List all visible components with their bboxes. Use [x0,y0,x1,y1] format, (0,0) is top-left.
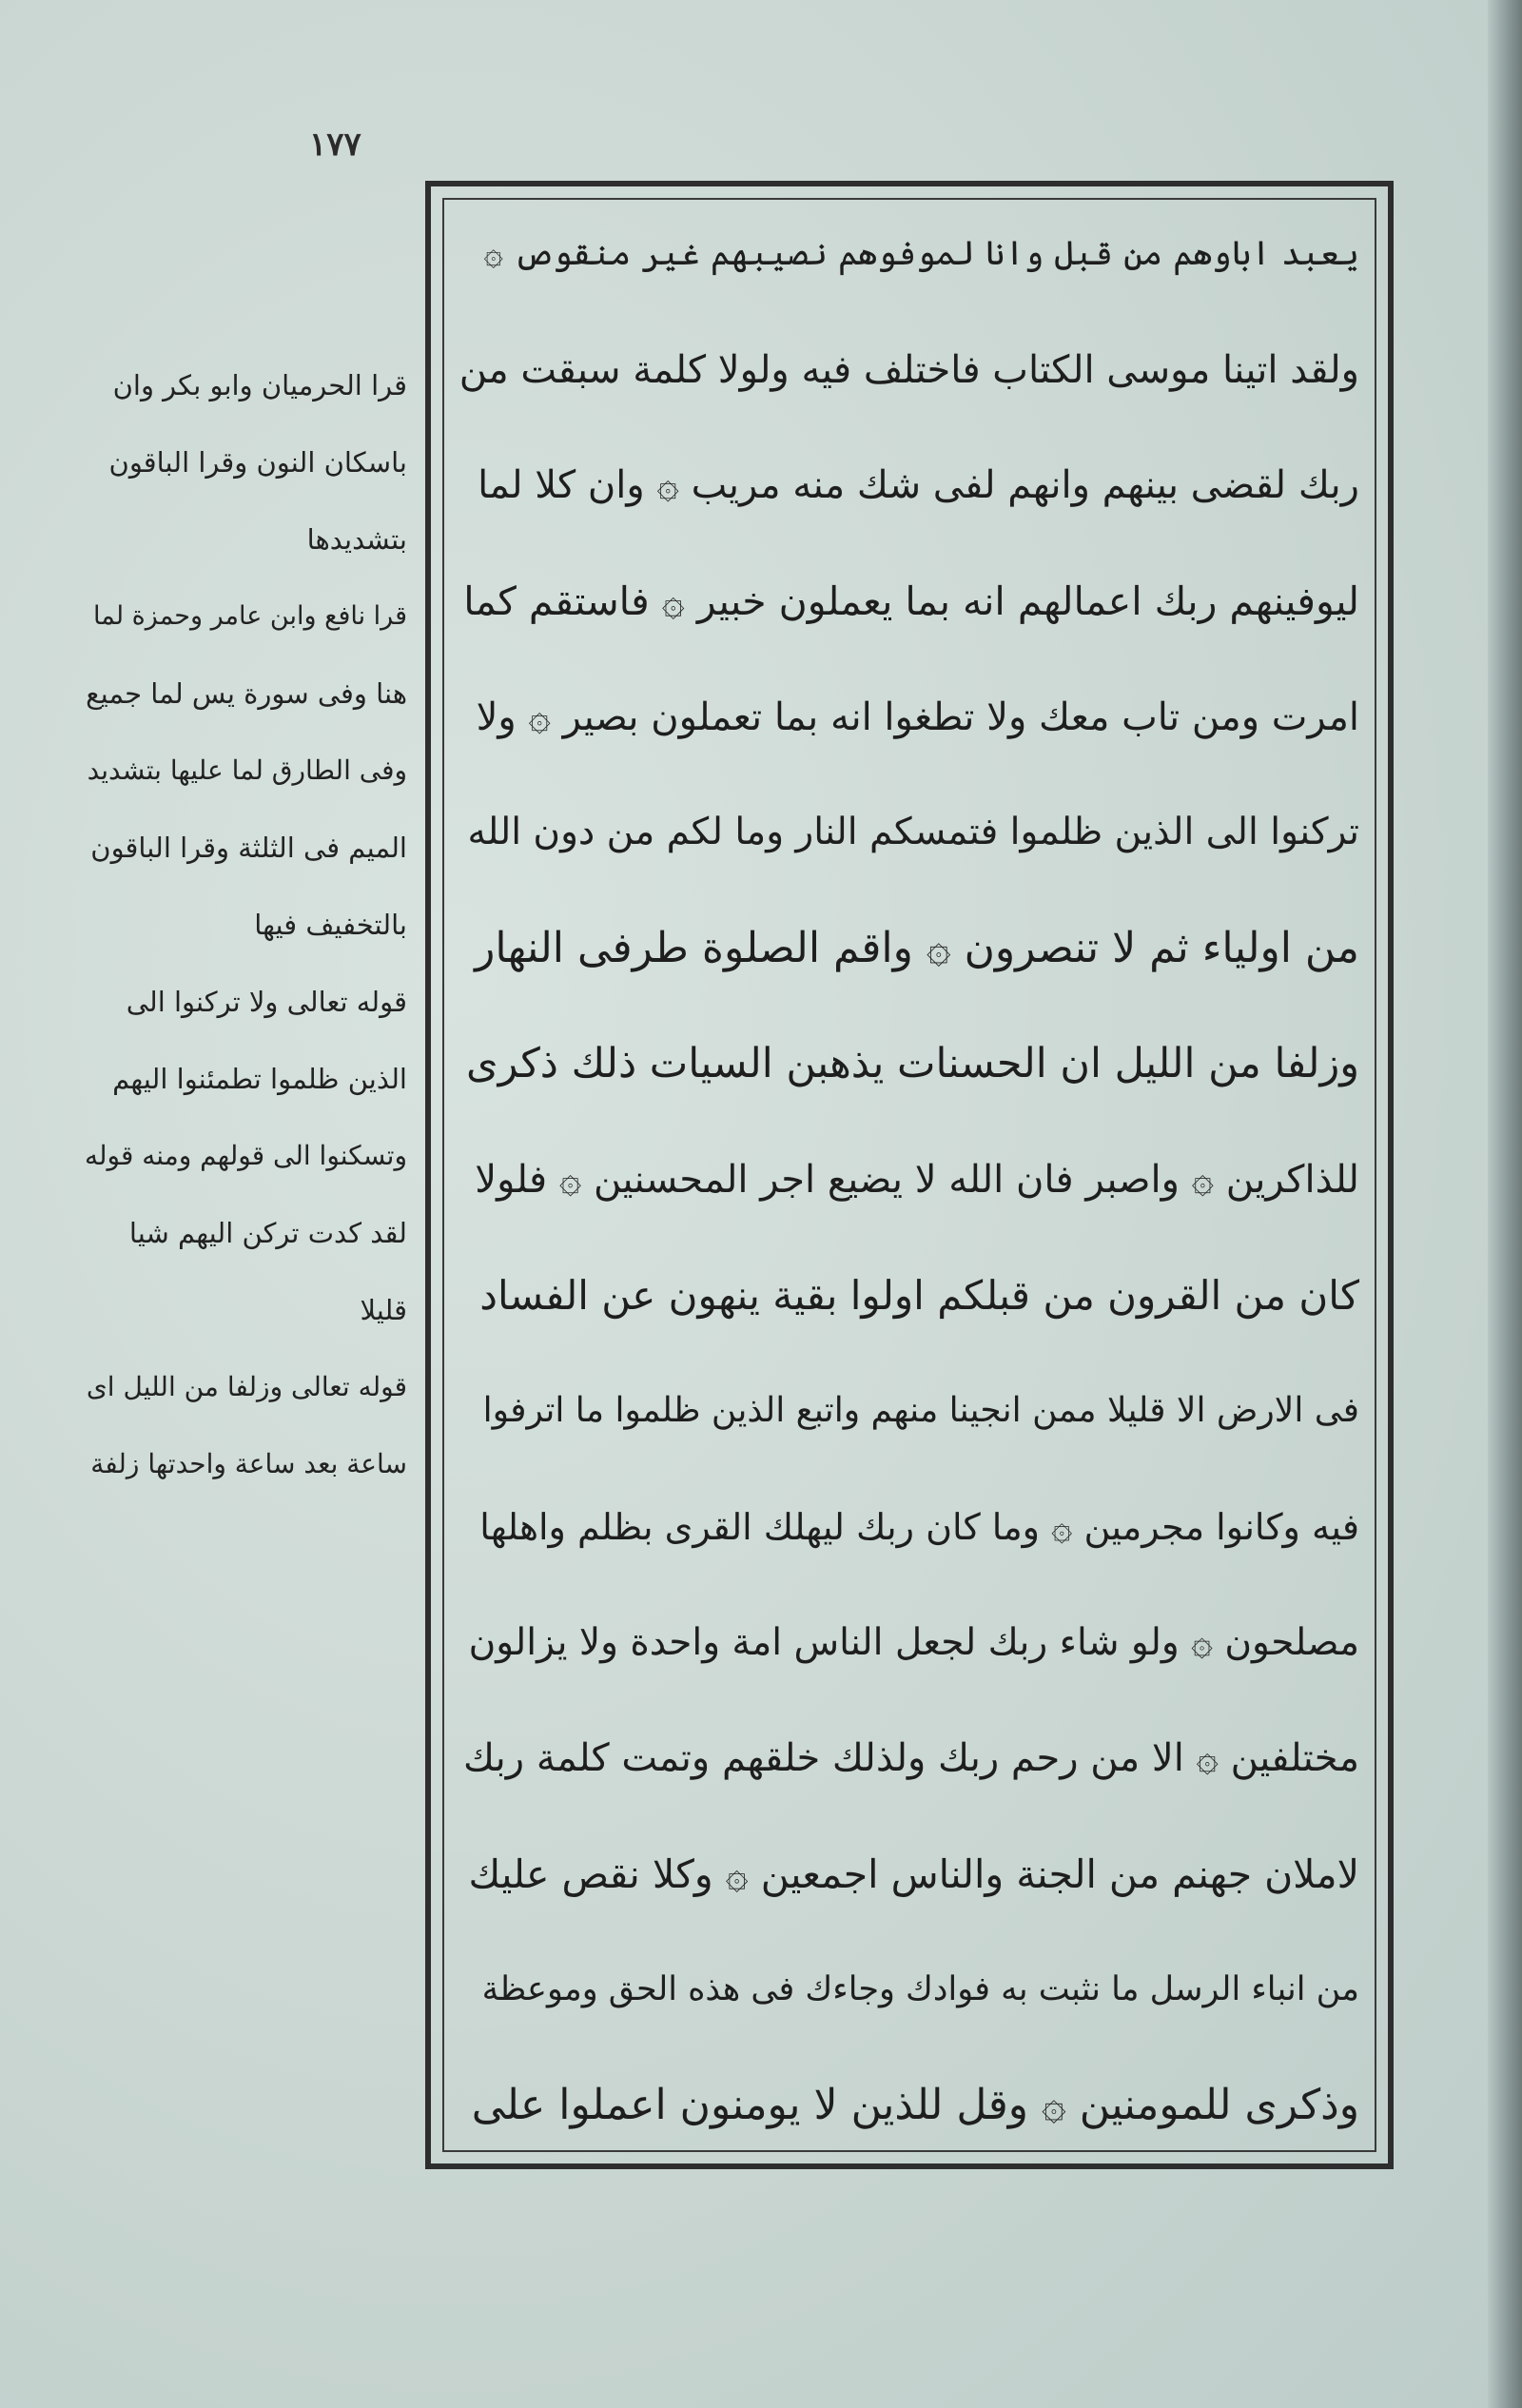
main-text-line: كان من القرون من قبلكم اولوا بقية ينهون عن الفساد [479,1271,1359,1319]
margin-note-line: الميم فى الثلثة وقرا الباقون [90,832,407,864]
main-text-line: من انباء الرسل ما نثبت به فوادك وجاءك فى هذه الحق وموعظة [481,1970,1359,2009]
main-text-line: من اولياء ثم لا تنصرون ۞ واقم الصلوة طرفى النهار [475,923,1359,972]
main-text-line: مختلفين ۞ الا من رحم ربك ولذلك خلقهم وتمت كلمة ربك [462,1736,1359,1781]
page-number: ١٧٧ [309,126,361,164]
margin-note-line: قرا نافع وابن عامر وحمزة لما [93,601,407,631]
margin-note-line: ساعة بعد ساعة واحدتها زلفة [90,1448,407,1479]
margin-note-line: قوله تعالى ولا تركنوا الى [126,986,407,1018]
main-text-line: للذاكرين ۞ واصبر فان الله لا يضيع اجر المحسنين ۞ فلولا [475,1158,1359,1202]
main-text-line: ربك لقضى بينهم وانهم لفى شك منه مريب ۞ وان كلا لما [478,463,1359,508]
margin-note-line: هنا وفى سورة يس لما جميع [86,677,407,710]
margin-note-line: بتشديدها [306,523,407,556]
text-frame [425,181,1394,2169]
margin-note-line: وتسكنوا الى قولهم ومنه قوله [85,1140,407,1171]
margin-note-line: قرا الحرميان وابو بكر وان [112,369,407,401]
margin-note-line: باسكان النون وقرا الباقون [108,446,407,479]
margin-commentary [84,366,407,1522]
main-text-line: ولقد اتينا موسى الكتاب فاختلف فيه ولولا كلمة سبقت من [459,347,1359,392]
main-text-line: ليوفينهم ربك اعمالهم انه بما يعملون خبير ۞ فاستقم كما [463,578,1359,624]
margin-note-line: لقد كدت تركن اليهم شيا [128,1217,407,1249]
margin-note-line: الذين ظلموا تطمئنوا اليهم [112,1063,407,1095]
margin-note-line: قليلا [360,1294,407,1326]
margin-note-line: بالتخفيف فيها [254,909,407,941]
main-text-line: وذكرى للمومنين ۞ وقل للذين لا يومنون اعملوا على [471,2081,1359,2129]
main-text-line: امرت ومن تاب معك ولا تطغوا انه بما تعملون بصير ۞ ولا [476,695,1359,739]
margin-note-line: وفى الطارق لما عليها بتشديد [87,754,407,786]
main-text-line: وزلفا من الليل ان الحسنات يذهبن السيات ذلك ذكرى [465,1040,1359,1088]
book-spine-shadow [1488,0,1522,2408]
quran-text-block [459,225,1359,2135]
main-text-line: فى الارض الا قليلا ممن انجينا منهم واتبع الذين ظلموا ما اترفوا [482,1391,1359,1431]
main-text-line: يعبد اباوهم من قبل وانا لموفوهم نصيبهم غير منقوص ۞ [483,235,1359,273]
margin-note-line: قوله تعالى وزلفا من الليل اى [86,1371,407,1402]
main-text-line: فيه وكانوا مجرمين ۞ وما كان ربك ليهلك القرى بظلم واهلها [479,1505,1359,1548]
main-text-line: لاملان جهنم من الجنة والناس اجمعين ۞ وكلا نقص عليك [468,1850,1359,1897]
main-text-line: تركنوا الى الذين ظلموا فتمسكم النار وما لكم من دون الله [467,811,1359,854]
main-text-line: مصلحون ۞ ولو شاء ربك لجعل الناس امة واحدة ولا يزالون [468,1620,1359,1664]
